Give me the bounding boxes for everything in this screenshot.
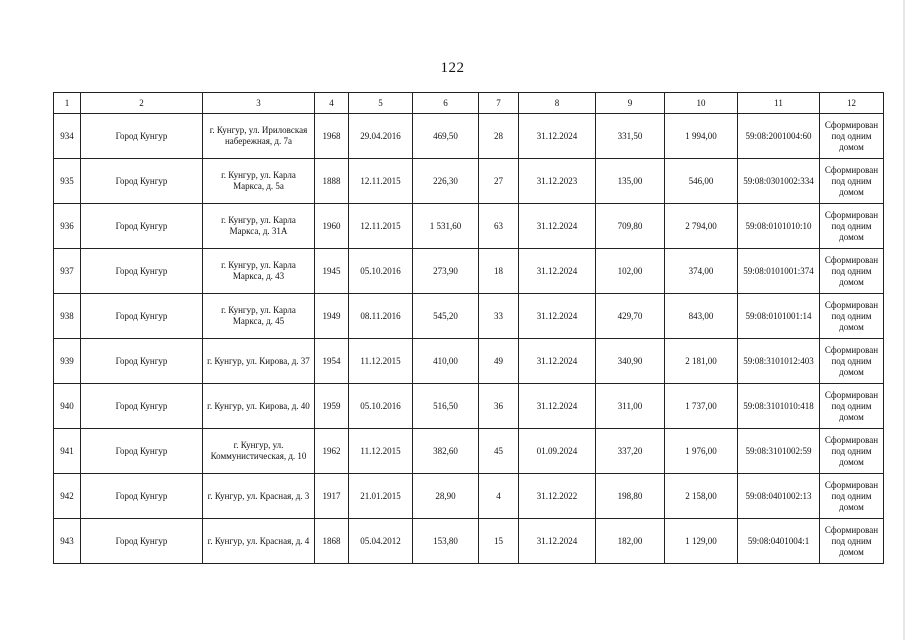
column-header: 12 bbox=[820, 93, 884, 114]
cell-amount: 1 994,00 bbox=[665, 114, 738, 159]
cell-count: 4 bbox=[479, 474, 519, 519]
cell-area2: 182,00 bbox=[596, 519, 665, 564]
cell-area: 153,80 bbox=[413, 519, 479, 564]
cell-count: 45 bbox=[479, 429, 519, 474]
cell-number: 940 bbox=[54, 384, 81, 429]
cell-count: 63 bbox=[479, 204, 519, 249]
table-row bbox=[54, 474, 884, 519]
table-row bbox=[54, 249, 884, 294]
cell-year: 1959 bbox=[315, 384, 349, 429]
cell-area2: 340,90 bbox=[596, 339, 665, 384]
cell-count: 36 bbox=[479, 384, 519, 429]
cell-cadastral: 59:08:3101002:59 bbox=[738, 429, 820, 474]
cell-number: 935 bbox=[54, 159, 81, 204]
cell-municipality: Город Кунгур bbox=[81, 519, 203, 564]
cell-year: 1968 bbox=[315, 114, 349, 159]
cell-area2: 135,00 bbox=[596, 159, 665, 204]
cell-note: Сформирован под одним домом bbox=[820, 429, 884, 474]
cell-cadastral: 59:08:0101001:14 bbox=[738, 294, 820, 339]
cell-area: 516,50 bbox=[413, 384, 479, 429]
cell-municipality: Город Кунгур bbox=[81, 384, 203, 429]
cell-count: 27 bbox=[479, 159, 519, 204]
cell-note: Сформирован под одним домом bbox=[820, 519, 884, 564]
cell-cadastral: 59:08:0301002:334 bbox=[738, 159, 820, 204]
cell-deadline: 31.12.2024 bbox=[519, 249, 596, 294]
cell-area2: 311,00 bbox=[596, 384, 665, 429]
cell-note: Сформирован под одним домом bbox=[820, 159, 884, 204]
cell-cadastral: 59:08:3101012:403 bbox=[738, 339, 820, 384]
column-header: 7 bbox=[479, 93, 519, 114]
cell-municipality: Город Кунгур bbox=[81, 474, 203, 519]
cell-address: г. Кунгур, ул. Кирова, д. 37 bbox=[203, 339, 315, 384]
cell-date: 12.11.2015 bbox=[349, 204, 413, 249]
cell-municipality: Город Кунгур bbox=[81, 294, 203, 339]
column-header: 1 bbox=[54, 93, 81, 114]
cell-number: 941 bbox=[54, 429, 81, 474]
cell-year: 1917 bbox=[315, 474, 349, 519]
cell-area2: 337,20 bbox=[596, 429, 665, 474]
cell-count: 18 bbox=[479, 249, 519, 294]
cell-amount: 546,00 bbox=[665, 159, 738, 204]
cell-area: 469,50 bbox=[413, 114, 479, 159]
cell-date: 05.04.2012 bbox=[349, 519, 413, 564]
cell-year: 1945 bbox=[315, 249, 349, 294]
cell-cadastral: 59:08:0101001:374 bbox=[738, 249, 820, 294]
cell-amount: 2 794,00 bbox=[665, 204, 738, 249]
cell-address: г. Кунгур, ул. Карла Маркса, д. 45 bbox=[203, 294, 315, 339]
cell-deadline: 31.12.2024 bbox=[519, 204, 596, 249]
cell-count: 28 bbox=[479, 114, 519, 159]
cell-area2: 102,00 bbox=[596, 249, 665, 294]
cell-area: 28,90 bbox=[413, 474, 479, 519]
cell-area2: 198,80 bbox=[596, 474, 665, 519]
cell-address: г. Кунгур, ул. Ириловская набережная, д. 7а bbox=[203, 114, 315, 159]
column-header: 9 bbox=[596, 93, 665, 114]
cell-address: г. Кунгур, ул. Карла Маркса, д. 5а bbox=[203, 159, 315, 204]
page-number: 122 bbox=[440, 60, 465, 76]
cell-note: Сформирован под одним домом bbox=[820, 114, 884, 159]
cell-note: Сформирован под одним домом bbox=[820, 249, 884, 294]
cell-cadastral: 59:08:0101010:10 bbox=[738, 204, 820, 249]
cell-address: г. Кунгур, ул. Красная, д. 3 bbox=[203, 474, 315, 519]
cell-date: 08.11.2016 bbox=[349, 294, 413, 339]
column-header: 4 bbox=[315, 93, 349, 114]
cell-year: 1960 bbox=[315, 204, 349, 249]
column-header: 3 bbox=[203, 93, 315, 114]
cell-year: 1949 bbox=[315, 294, 349, 339]
cell-count: 49 bbox=[479, 339, 519, 384]
column-header: 11 bbox=[738, 93, 820, 114]
cell-deadline: 31.12.2024 bbox=[519, 339, 596, 384]
cell-number: 936 bbox=[54, 204, 81, 249]
cell-date: 05.10.2016 bbox=[349, 249, 413, 294]
cell-deadline: 31.12.2024 bbox=[519, 384, 596, 429]
cell-deadline: 31.12.2022 bbox=[519, 474, 596, 519]
cell-amount: 2 181,00 bbox=[665, 339, 738, 384]
cell-note: Сформирован под одним домом bbox=[820, 384, 884, 429]
cell-amount: 843,00 bbox=[665, 294, 738, 339]
table-row bbox=[54, 339, 884, 384]
table-row bbox=[54, 159, 884, 204]
cell-number: 939 bbox=[54, 339, 81, 384]
cell-year: 1954 bbox=[315, 339, 349, 384]
column-header: 10 bbox=[665, 93, 738, 114]
table-row bbox=[54, 114, 884, 159]
cell-deadline: 31.12.2024 bbox=[519, 114, 596, 159]
cell-area2: 429,70 bbox=[596, 294, 665, 339]
cell-amount: 374,00 bbox=[665, 249, 738, 294]
cell-amount: 2 158,00 bbox=[665, 474, 738, 519]
column-header: 2 bbox=[81, 93, 203, 114]
cell-deadline: 01.09.2024 bbox=[519, 429, 596, 474]
column-header: 6 bbox=[413, 93, 479, 114]
table-row bbox=[54, 519, 884, 564]
table-row bbox=[54, 429, 884, 474]
cell-year: 1888 bbox=[315, 159, 349, 204]
cell-deadline: 31.12.2023 bbox=[519, 159, 596, 204]
cell-municipality: Город Кунгур bbox=[81, 429, 203, 474]
cell-amount: 1 737,00 bbox=[665, 384, 738, 429]
cell-count: 15 bbox=[479, 519, 519, 564]
cell-address: г. Кунгур, ул. Карла Маркса, д. 43 bbox=[203, 249, 315, 294]
cell-cadastral: 59:08:2001004:60 bbox=[738, 114, 820, 159]
table-row bbox=[54, 294, 884, 339]
cell-date: 11.12.2015 bbox=[349, 429, 413, 474]
column-header: 5 bbox=[349, 93, 413, 114]
cell-cadastral: 59:08:3101010:418 bbox=[738, 384, 820, 429]
cell-number: 938 bbox=[54, 294, 81, 339]
cell-note: Сформирован под одним домом bbox=[820, 339, 884, 384]
cell-municipality: Город Кунгур bbox=[81, 159, 203, 204]
cell-deadline: 31.12.2024 bbox=[519, 519, 596, 564]
cell-area: 273,90 bbox=[413, 249, 479, 294]
cell-area2: 709,80 bbox=[596, 204, 665, 249]
cell-municipality: Город Кунгур bbox=[81, 249, 203, 294]
cell-area: 545,20 bbox=[413, 294, 479, 339]
cell-number: 943 bbox=[54, 519, 81, 564]
cell-note: Сформирован под одним домом bbox=[820, 294, 884, 339]
cell-amount: 1 129,00 bbox=[665, 519, 738, 564]
table-body bbox=[54, 114, 884, 564]
cell-date: 11.12.2015 bbox=[349, 339, 413, 384]
table-row bbox=[54, 384, 884, 429]
cell-year: 1868 bbox=[315, 519, 349, 564]
cell-address: г. Кунгур, ул. Коммунистическая, д. 10 bbox=[203, 429, 315, 474]
cell-note: Сформирован под одним домом bbox=[820, 474, 884, 519]
cell-address: г. Кунгур, ул. Кирова, д. 40 bbox=[203, 384, 315, 429]
cell-number: 934 bbox=[54, 114, 81, 159]
cell-municipality: Город Кунгур bbox=[81, 114, 203, 159]
cell-address: г. Кунгур, ул. Карла Маркса, д. 31А bbox=[203, 204, 315, 249]
cell-note: Сформирован под одним домом bbox=[820, 204, 884, 249]
header-row bbox=[54, 93, 884, 114]
cell-area: 382,60 bbox=[413, 429, 479, 474]
column-header: 8 bbox=[519, 93, 596, 114]
cell-count: 33 bbox=[479, 294, 519, 339]
table-row bbox=[54, 204, 884, 249]
cell-date: 29.04.2016 bbox=[349, 114, 413, 159]
cell-municipality: Город Кунгур bbox=[81, 339, 203, 384]
cell-area: 410,00 bbox=[413, 339, 479, 384]
cell-amount: 1 976,00 bbox=[665, 429, 738, 474]
cell-number: 937 bbox=[54, 249, 81, 294]
cell-year: 1962 bbox=[315, 429, 349, 474]
cell-date: 12.11.2015 bbox=[349, 159, 413, 204]
registry-table bbox=[53, 92, 884, 564]
cell-cadastral: 59:08:0401004:1 bbox=[738, 519, 820, 564]
cell-number: 942 bbox=[54, 474, 81, 519]
cell-area2: 331,50 bbox=[596, 114, 665, 159]
cell-area: 226,30 bbox=[413, 159, 479, 204]
table-header bbox=[54, 93, 884, 114]
cell-date: 21.01.2015 bbox=[349, 474, 413, 519]
cell-date: 05.10.2016 bbox=[349, 384, 413, 429]
cell-deadline: 31.12.2024 bbox=[519, 294, 596, 339]
cell-address: г. Кунгур, ул. Красная, д. 4 bbox=[203, 519, 315, 564]
cell-cadastral: 59:08:0401002:13 bbox=[738, 474, 820, 519]
cell-municipality: Город Кунгур bbox=[81, 204, 203, 249]
cell-area: 1 531,60 bbox=[413, 204, 479, 249]
